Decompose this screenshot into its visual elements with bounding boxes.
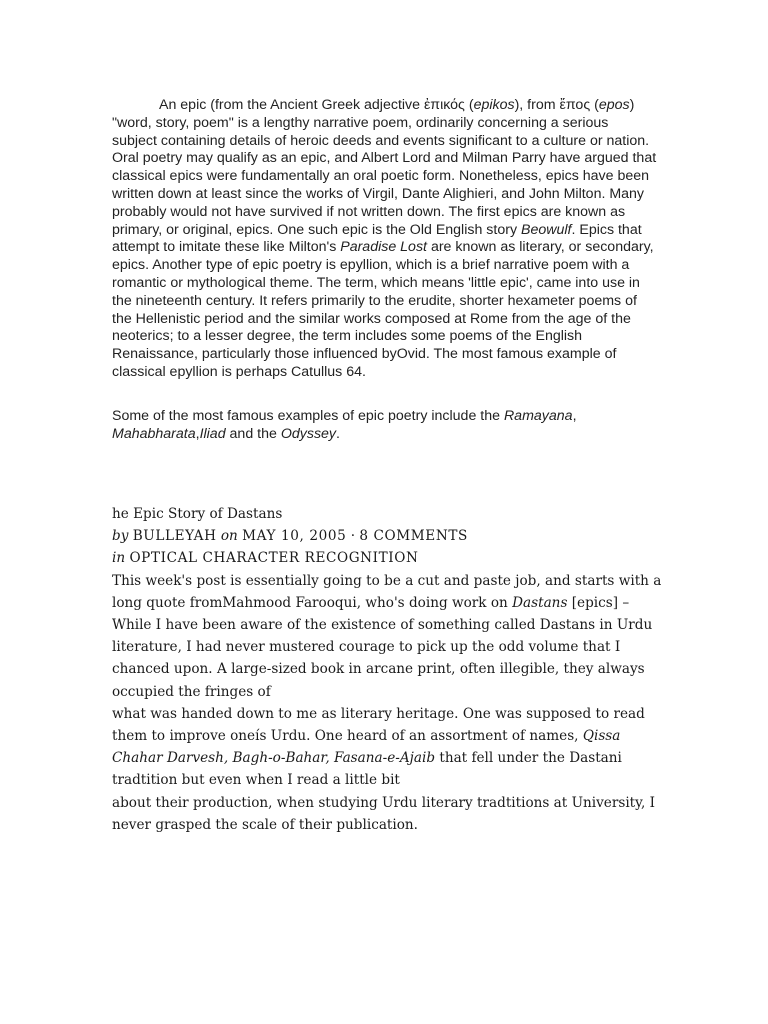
title-beowulf: Beowulf	[520, 221, 572, 238]
epic-definition-paragraph	[112, 97, 657, 382]
post-category	[112, 547, 672, 569]
by-label: by	[112, 528, 129, 545]
quote-text: that fell under the Dastani tradtition but even when I read a little bit	[112, 750, 622, 789]
title-mahabharata: Mahabharata	[112, 425, 196, 442]
epic-text: . Epics that attempt to imitate these like Milton's	[112, 221, 642, 256]
examples-text: Some of the most famous examples of epic poetry include the	[112, 408, 504, 424]
comments-link[interactable]: 8 COMMENTS	[359, 528, 468, 545]
epic-text: (	[590, 97, 599, 113]
author-link[interactable]: BULLEYAH	[132, 528, 217, 545]
title-ramayana: Ramayana	[503, 408, 573, 424]
post-meta	[112, 525, 672, 547]
epic-text: (	[464, 97, 474, 113]
term-dastans: Dastans	[512, 594, 568, 611]
category-link[interactable]: OPTICAL CHARACTER RECOGNITION	[129, 550, 419, 567]
quote-paragraph-3: about their production, when studying Urdu literary tradtitions at University, I never grasped the scale of their publication.	[112, 794, 656, 833]
post-intro	[112, 570, 672, 614]
in-label: in	[112, 550, 126, 567]
quote-paragraph-1: While I have been aware of the existence of something called Dastans in Urdu literature, I had never mustered courage to pick up the odd volume that I chanced upon. A large-sized book in arcane print, often illegible, they always occupied the fringes of	[112, 617, 653, 700]
epic-text: ), from	[514, 97, 560, 113]
examples-text: .	[336, 425, 340, 442]
epic-text: An epic (from the Ancient Greek adjective	[159, 97, 424, 113]
greek-word-epos: ἔπος	[559, 97, 591, 113]
epic-text: are known as literary, or secondary, epics. Another type of epic poetry is epyllion, which is a brief narrative poem with a romantic or mythological theme. The term, which means 'little epic', came into use in the nineteenth century. It refers primarily to the erudite, shorter hexameter poems of the Hellenistic period and the similar works composed at Rome from the age of the neoterics; to a lesser degree, the term includes some poems of the English Renaissance, particularly those influenced byOvid. The most famous example of classical epyllion is perhaps Catullus 64.	[112, 239, 654, 380]
title-odyssey: Odyssey	[280, 425, 337, 442]
examples-text: and the	[225, 425, 281, 442]
title-paradise-lost: Paradise Lost	[340, 239, 427, 256]
blog-post	[112, 503, 672, 836]
examples-text: ,	[195, 425, 200, 442]
epic-text: ) "word, story, poem" is a lengthy narrative poem, ordinarily concerning a serious subject containing details of heroic deeds and events significant to a culture or nation. Oral poetry may qualify as an epic, and Albert Lord and Milman Parry have argued that classical epics were fundamentally an oral poetic form. Nonetheless, epics have been written down at least since the works of Virgil, Dante Alighieri, and John Milton. Many probably would not have survived if not written down. The first epics are known as primary, or original, epics. One such epic is the Old English story	[112, 97, 657, 238]
meta-separator: ·	[346, 528, 360, 545]
examples-text: ,	[572, 408, 577, 424]
greek-word-epikos: ἐπικός	[423, 97, 465, 113]
on-label: on	[220, 528, 238, 545]
intro-text: This week's post is essentially going to be a cut and paste job, and starts with a long quote fromMahmood Farooqui, who's doing work on	[112, 572, 662, 611]
title-iliad: Iliad	[199, 425, 226, 442]
quote-paragraph-2	[112, 703, 672, 792]
dastan-titles: Qissa Chahar Darvesh, Bagh-o-Bahar, Fasana-e-Ajaib	[112, 728, 621, 767]
post-title: he Epic Story of Dastans	[112, 506, 283, 522]
intro-text: [epics] –	[567, 594, 630, 611]
transliteration-epos: epos	[598, 97, 630, 113]
quote-text: what was handed down to me as literary heritage. One was supposed to read them to improve oneís Urdu. One heard of an assortment of names,	[112, 705, 645, 745]
transliteration-epikos: epikos	[473, 97, 515, 113]
post-date[interactable]: MAY 10, 2005	[242, 528, 347, 545]
epic-examples-paragraph	[112, 408, 657, 444]
